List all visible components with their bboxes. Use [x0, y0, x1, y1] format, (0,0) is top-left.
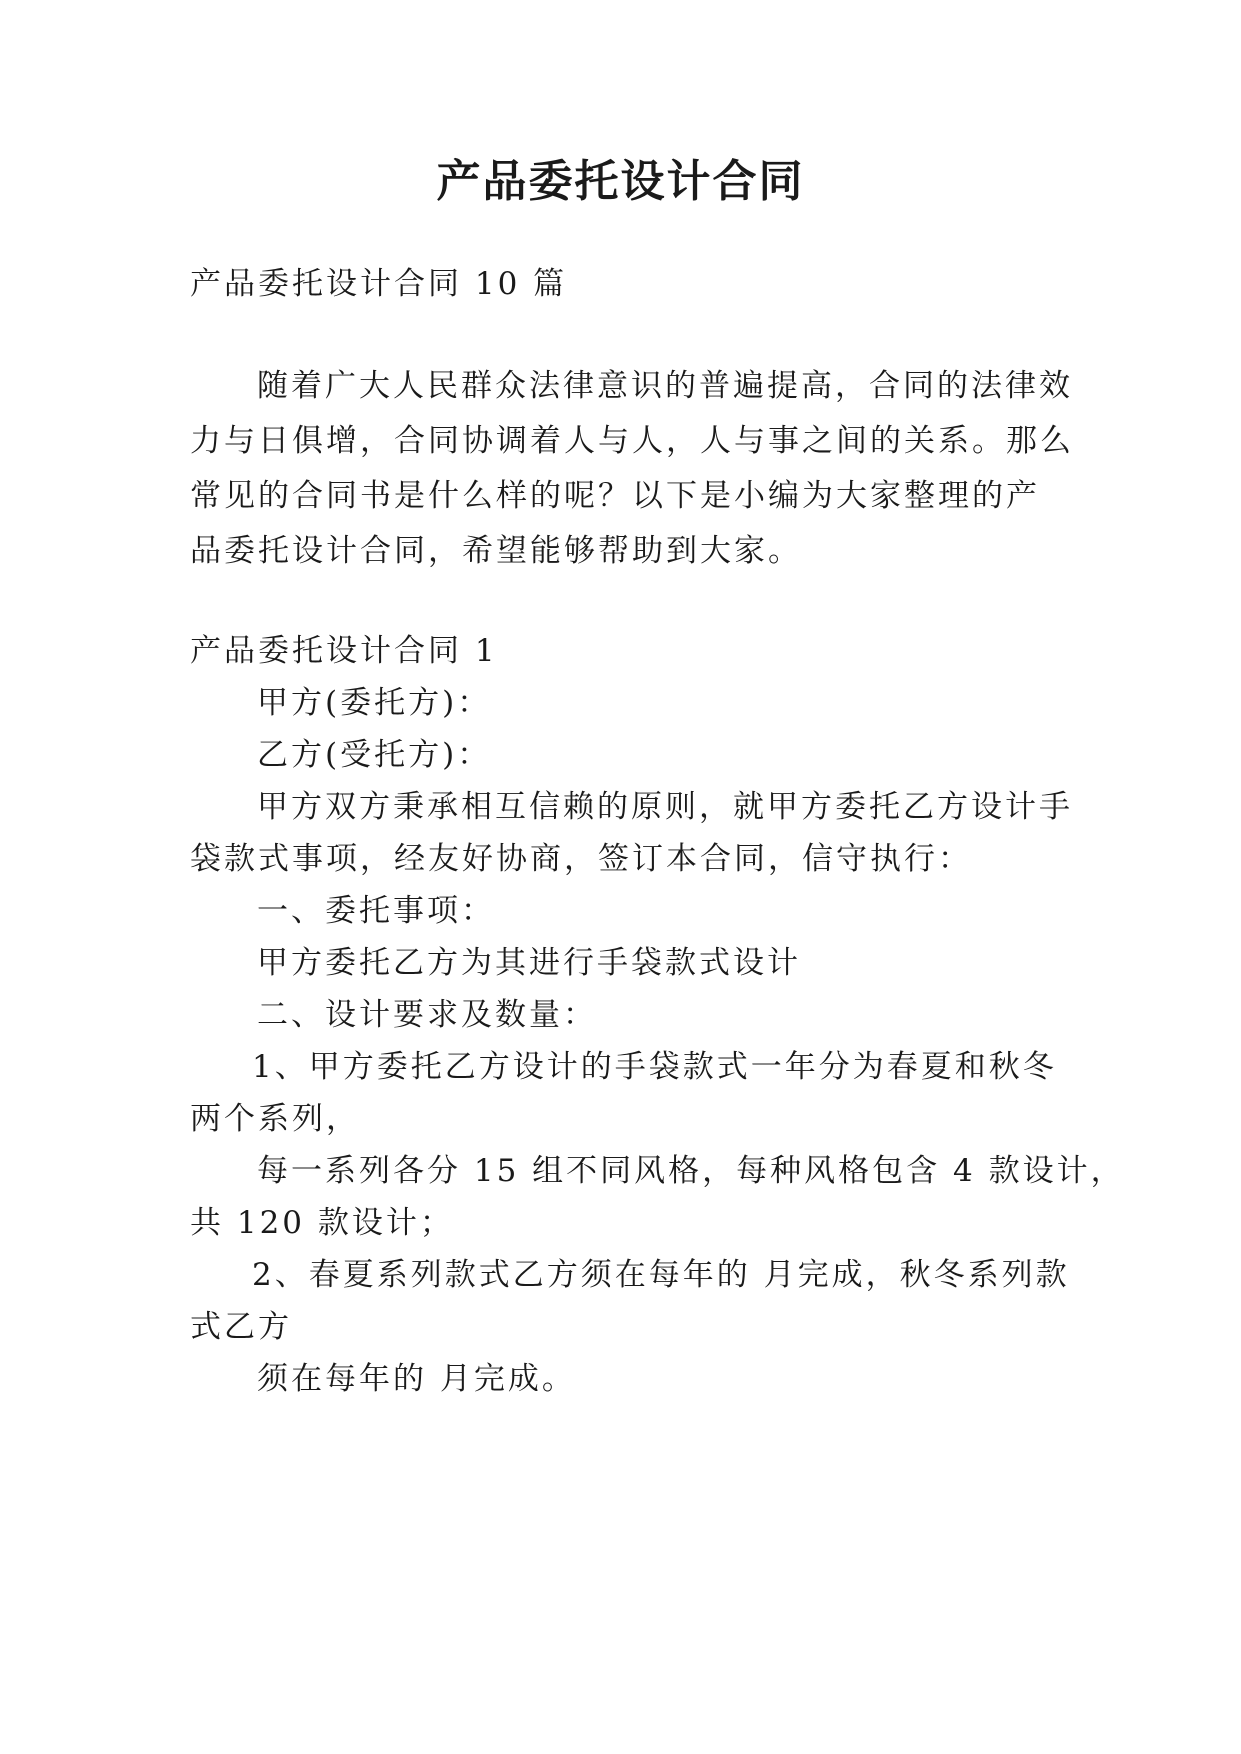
intro-line-3: 常见的合同书是什么样的呢？以下是小编为大家整理的产 — [190, 478, 1040, 514]
document-title: 产品委托设计合同 — [436, 156, 805, 207]
preamble-line-1: 甲方双方秉承相互信赖的原则，就甲方委托乙方设计手 — [257, 789, 1073, 825]
clause2-item1-line-1: 1、甲方委托乙方设计的手袋款式一年分为春夏和秋冬 — [252, 1049, 1057, 1085]
clause2-item1-detail-line-1: 每一系列各分 15 组不同风格，每种风格包含 4 款设计， — [257, 1153, 1125, 1189]
section-heading: 产品委托设计合同 1 — [190, 633, 498, 669]
clause2-heading: 二、设计要求及数量： — [257, 997, 597, 1033]
clause1-text: 甲方委托乙方为其进行手袋款式设计 — [257, 945, 801, 981]
intro-line-1: 随着广大人民群众法律意识的普遍提高，合同的法律效 — [257, 368, 1073, 404]
intro-line-2: 力与日俱增，合同协调着人与人，人与事之间的关系。那么 — [190, 423, 1074, 459]
clause2-item1-detail-line-2: 共 120 款设计； — [190, 1205, 454, 1241]
clause2-item2-line-1: 2、春夏系列款式乙方须在每年的 月完成，秋冬系列款 — [252, 1257, 1070, 1293]
party-a-line: 甲方(委托方)： — [257, 685, 492, 721]
clause1-heading: 一、委托事项： — [257, 893, 495, 929]
clause2-item1-line-2: 两个系列， — [190, 1101, 360, 1137]
clause2-item2-line-2: 式乙方 — [190, 1309, 292, 1345]
document-subtitle: 产品委托设计合同 10 篇 — [190, 266, 568, 302]
preamble-line-2: 袋款式事项，经友好协商，签订本合同，信守执行： — [190, 841, 972, 877]
clause2-item2-tail: 须在每年的 月完成。 — [257, 1361, 576, 1397]
intro-line-4: 品委托设计合同，希望能够帮助到大家。 — [190, 533, 802, 569]
party-b-line: 乙方(受托方)： — [257, 737, 492, 773]
